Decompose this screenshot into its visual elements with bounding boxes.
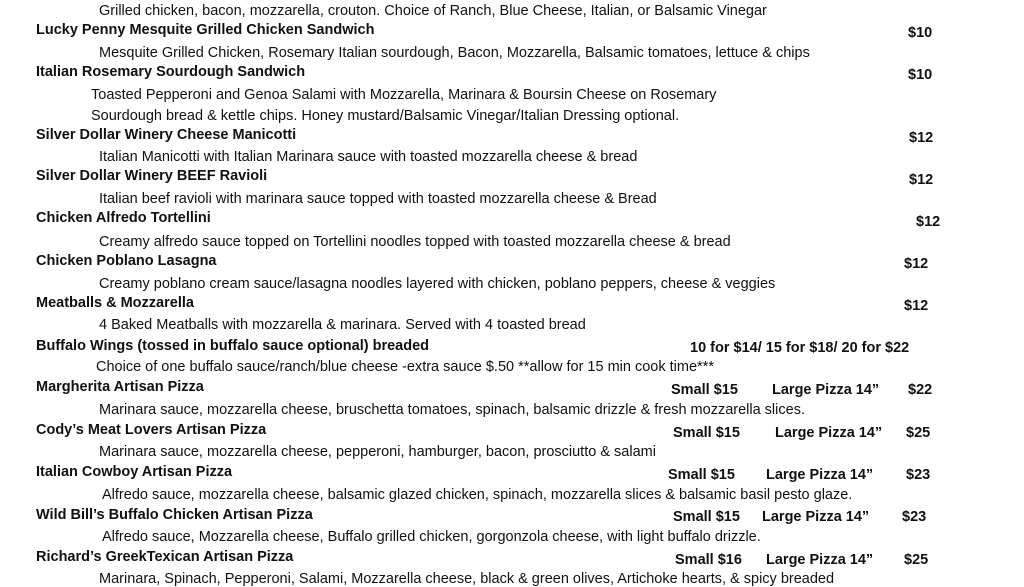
large-size-label: Large Pizza 14” bbox=[766, 467, 874, 483]
menu-item-price: $22 bbox=[908, 382, 933, 398]
menu-item-price: $25 bbox=[904, 552, 929, 568]
small-size-price: Small $15 bbox=[671, 382, 738, 398]
small-size-price: Small $15 bbox=[668, 467, 735, 483]
menu-item-description: Marinara sauce, mozzarella cheese, pepperoni, hamburger, bacon, prosciutto & salami bbox=[99, 444, 656, 460]
large-size-label: Large Pizza 14” bbox=[772, 382, 880, 398]
menu-item-price: $25 bbox=[906, 425, 931, 441]
menu-item-name: Italian Rosemary Sourdough Sandwich bbox=[36, 64, 306, 80]
menu-item-name: Meatballs & Mozzarella bbox=[36, 295, 194, 311]
menu-item-price: $10 bbox=[908, 25, 933, 41]
menu-item-description: Creamy alfredo sauce topped on Tortellini noodles topped with toasted mozzarella cheese & bread bbox=[99, 234, 731, 250]
menu-item-description: Mesquite Grilled Chicken, Rosemary Italian sourdough, Bacon, Mozzarella, Balsamic tomatoes, lettuce & chips bbox=[99, 45, 810, 61]
menu-item-description: Grilled chicken, bacon, mozzarella, crouton. Choice of Ranch, Blue Cheese, Italian, or Balsamic Vinegar bbox=[99, 3, 767, 19]
menu-item-description: 4 Baked Meatballs with mozzarella & marinara. Served with 4 toasted bread bbox=[99, 317, 586, 333]
small-size-price: Small $16 bbox=[675, 552, 742, 568]
menu-item-name: Italian Cowboy Artisan Pizza bbox=[36, 464, 233, 480]
menu-item-name: Chicken Alfredo Tortellini bbox=[36, 210, 211, 226]
menu-item-description: Italian Manicotti with Italian Marinara sauce with toasted mozzarella cheese & bread bbox=[99, 149, 638, 165]
menu-item-name: Chicken Poblano Lasagna bbox=[36, 253, 217, 269]
menu-item-price: $12 bbox=[916, 214, 941, 230]
menu-item-name: Richard’s GreekTexican Artisan Pizza bbox=[36, 549, 294, 565]
menu-item-description: Toasted Pepperoni and Genoa Salami with Mozzarella, Marinara & Boursin Cheese on Rosemary bbox=[91, 87, 717, 103]
menu-item-price: $12 bbox=[909, 130, 934, 146]
menu-item-name: Wild Bill’s Buffalo Chicken Artisan Pizza bbox=[36, 507, 313, 523]
menu-item-price: $12 bbox=[909, 172, 934, 188]
menu-item-price: $10 bbox=[908, 67, 933, 83]
menu-item-price: $23 bbox=[902, 509, 927, 525]
menu-item-name: Margherita Artisan Pizza bbox=[36, 379, 204, 395]
large-size-label: Large Pizza 14” bbox=[766, 552, 874, 568]
menu-item-description: Alfredo sauce, Mozzarella cheese, Buffalo grilled chicken, gorgonzola cheese, with light buffalo drizzle. bbox=[102, 529, 761, 545]
menu-item-price: $23 bbox=[906, 467, 931, 483]
small-size-price: Small $15 bbox=[673, 425, 740, 441]
menu-item-description: Sourdough bread & kettle chips. Honey mustard/Balsamic Vinegar/Italian Dressing optional. bbox=[91, 108, 680, 124]
menu-item-description: Alfredo sauce, mozzarella cheese, balsamic glazed chicken, spinach, mozzarella slices & balsamic basil pesto glaze. bbox=[102, 487, 853, 503]
menu-item-name: Lucky Penny Mesquite Grilled Chicken Sandwich bbox=[36, 22, 375, 38]
menu-item-name: Buffalo Wings (tossed in buffalo sauce optional) breaded bbox=[36, 338, 430, 354]
small-size-price: Small $15 bbox=[673, 509, 740, 525]
large-size-label: Large Pizza 14” bbox=[762, 509, 870, 525]
menu-item-price: $12 bbox=[904, 256, 929, 272]
menu-item-description: Marinara, Spinach, Pepperoni, Salami, Mozzarella cheese, black & green olives, Artichoke hearts, & spicy breaded bbox=[99, 571, 835, 587]
menu-item-description: Creamy poblano cream sauce/lasagna noodles layered with chicken, poblano peppers, cheese & veggies bbox=[99, 276, 776, 292]
menu-item-price: $12 bbox=[904, 298, 929, 314]
menu-item-name: Silver Dollar Winery Cheese Manicotti bbox=[36, 127, 297, 143]
menu-item-name: Silver Dollar Winery BEEF Ravioli bbox=[36, 168, 268, 184]
menu-item-name: Cody’s Meat Lovers Artisan Pizza bbox=[36, 422, 267, 438]
menu-item-description: Italian beef ravioli with marinara sauce topped with toasted mozzarella cheese & Bread bbox=[99, 191, 657, 207]
menu-item-description: Marinara sauce, mozzarella cheese, bruschetta tomatoes, spinach, balsamic drizzle & fresh mozzarella slices. bbox=[99, 402, 805, 418]
menu-item-description: Choice of one buffalo sauce/ranch/blue cheese -extra sauce $.50 **allow for 15 min cook time*** bbox=[96, 359, 714, 375]
large-size-label: Large Pizza 14” bbox=[775, 425, 883, 441]
menu-item-price: 10 for $14/ 15 for $18/ 20 for $22 bbox=[690, 340, 910, 356]
